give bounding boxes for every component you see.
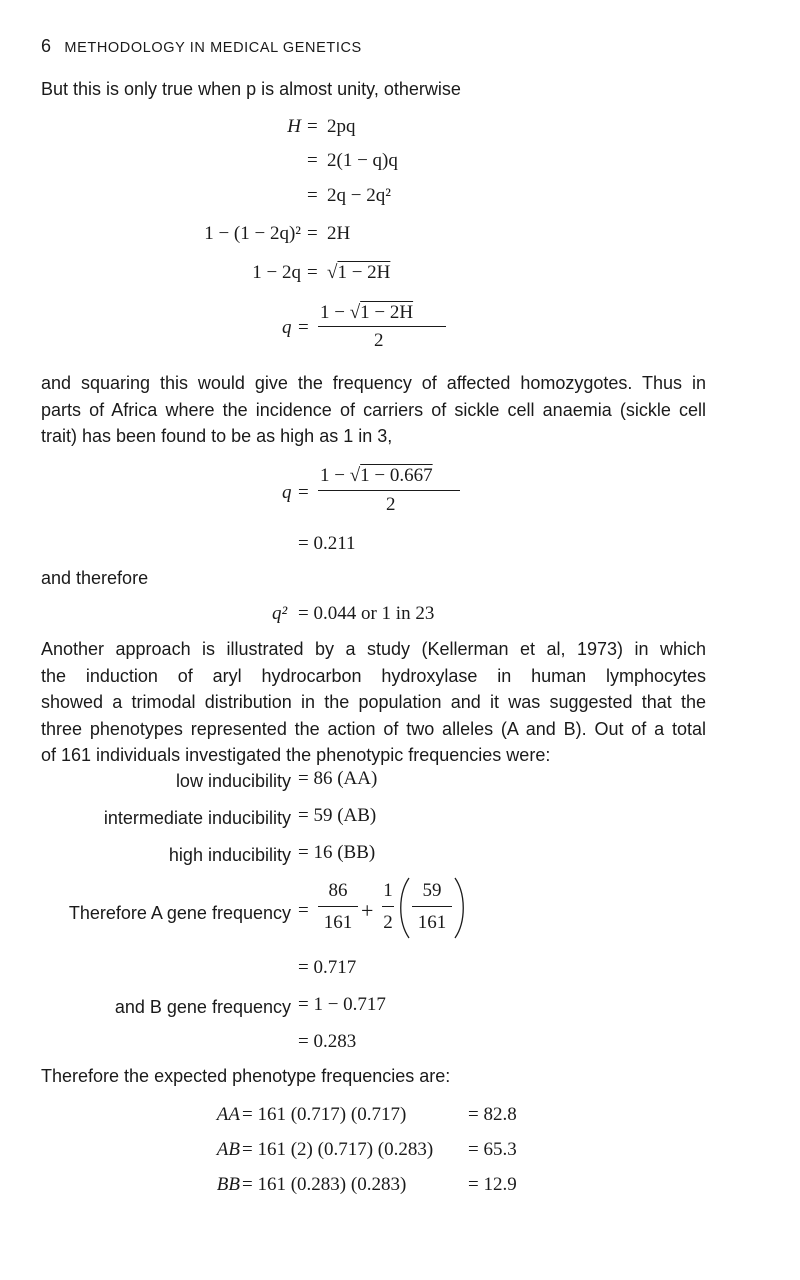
a-gene-eq: =	[298, 900, 309, 921]
b-gene-expr: = 1 − 0.717	[298, 994, 386, 1015]
and-therefore-text: and therefore	[41, 568, 149, 588]
deriv-eq-6: =	[298, 317, 309, 338]
sickle-q2-lhs: q²	[272, 603, 288, 624]
phenotype-value: = 86 (AA)	[298, 768, 378, 789]
frac2-den: 2	[383, 912, 393, 933]
para2-line: three phenotypes represented the action of two alleles (A and B). Out of a total	[41, 718, 706, 739]
para2-line: of 161 individuals investigated the phenotypic frequencies were:	[41, 745, 551, 765]
intro-sentence: But this is only true when p is almost unity, otherwise	[41, 79, 461, 99]
right-paren	[452, 876, 468, 940]
expected-genotype: BB	[216, 1174, 240, 1195]
deriv-rhs-3: 2q − 2q²	[327, 185, 391, 206]
frac3-den: 161	[417, 912, 447, 933]
deriv-rhs-4: 2H	[327, 223, 351, 244]
para1-line: trait) has been found to be as high as 1 in 3,	[41, 426, 393, 446]
expected-intro	[41, 1063, 450, 1089]
deriv-eq-3: =	[307, 185, 318, 206]
sickle-frac-num: 1 − √1 − 0.667	[320, 465, 433, 486]
frac1-den: 161	[323, 912, 353, 933]
expected-genotype: AA	[216, 1104, 240, 1125]
frac2-bar	[382, 906, 394, 907]
phenotype-value: = 59 (AB)	[298, 805, 377, 826]
expected-expression: = 161 (0.717) (0.717)	[242, 1104, 407, 1125]
expected-result: = 12.9	[468, 1174, 517, 1195]
para1-line: and squaring this would give the frequency of affected homozygotes. Thus in	[41, 373, 706, 393]
a-gene-frequency-label: Therefore A gene frequency	[68, 903, 291, 923]
deriv-lhs-6: q	[282, 317, 292, 338]
frac3-bar	[412, 906, 452, 907]
expected-result: = 82.8	[468, 1104, 517, 1125]
deriv-frac-den: 2	[374, 330, 384, 351]
frac2-num: 1	[383, 880, 393, 901]
deriv-eq-4: =	[307, 223, 318, 244]
deriv-eq-2: =	[307, 150, 318, 171]
deriv-eq-5: =	[307, 262, 318, 283]
deriv-lhs-h: H	[287, 116, 301, 137]
expected-result: = 65.3	[468, 1139, 517, 1160]
frac1-bar	[318, 906, 358, 907]
paragraph-kellerman	[41, 636, 706, 769]
sickle-frac-den: 2	[386, 494, 396, 515]
deriv-lhs-5: 1 − 2q	[252, 262, 301, 283]
page-number: 6	[41, 36, 52, 56]
running-head	[41, 36, 362, 57]
deriv-rhs-2: 2(1 − q)q	[327, 150, 398, 171]
deriv-lhs-4: 1 − (1 − 2q)²	[204, 223, 301, 244]
expected-expression: = 161 (0.283) (0.283)	[242, 1174, 407, 1195]
para2-line: showed a trimodal distribution in the population and it was suggested that the	[41, 692, 706, 712]
expected-expression: = 161 (2) (0.717) (0.283)	[242, 1139, 434, 1160]
para2-line: the induction of aryl hydrocarbon hydroxylase in human lymphocytes	[41, 665, 706, 686]
phenotype-value: = 16 (BB)	[298, 842, 376, 863]
sickle-q-lhs: q	[282, 482, 292, 503]
frac3-num: 59	[422, 880, 442, 901]
deriv-eq-1: =	[307, 116, 318, 137]
deriv-rhs-5: √1 − 2H	[327, 262, 391, 283]
sickle-frac-bar	[318, 490, 460, 491]
para2-line: Another approach is illustrated by a study (Kellerman et al, 1973) in which	[41, 639, 706, 659]
sickle-eq: =	[298, 482, 309, 503]
expected-intro-text: Therefore the expected phenotype frequencies are:	[41, 1066, 451, 1086]
deriv-frac-num: 1 − √1 − 2H	[320, 302, 414, 323]
deriv-rhs-1: 2pq	[327, 116, 356, 137]
deriv-frac-bar	[318, 326, 446, 327]
sickle-q-result: = 0.211	[298, 533, 356, 554]
b-gene-frequency-label: and B gene frequency	[114, 997, 291, 1017]
b-gene-result: = 0.283	[298, 1031, 357, 1052]
running-head-title: METHODOLOGY IN MEDICAL GENETICS	[64, 40, 362, 56]
plus-sign: +	[361, 898, 374, 923]
a-gene-result: = 0.717	[298, 957, 357, 978]
sickle-q2-rhs: = 0.044 or 1 in 23	[298, 603, 435, 624]
frac1-num: 86	[328, 880, 348, 901]
phenotype-label: intermediate inducibility	[103, 808, 291, 828]
paragraph-sickle-cell	[41, 370, 706, 450]
expected-genotype: AB	[216, 1139, 240, 1160]
phenotype-label: low inducibility	[175, 771, 291, 791]
phenotype-label: high inducibility	[168, 845, 291, 865]
para1-line: parts of Africa where the incidence of carriers of sickle cell anaemia (sickle cell	[41, 399, 706, 420]
left-paren	[396, 876, 412, 940]
